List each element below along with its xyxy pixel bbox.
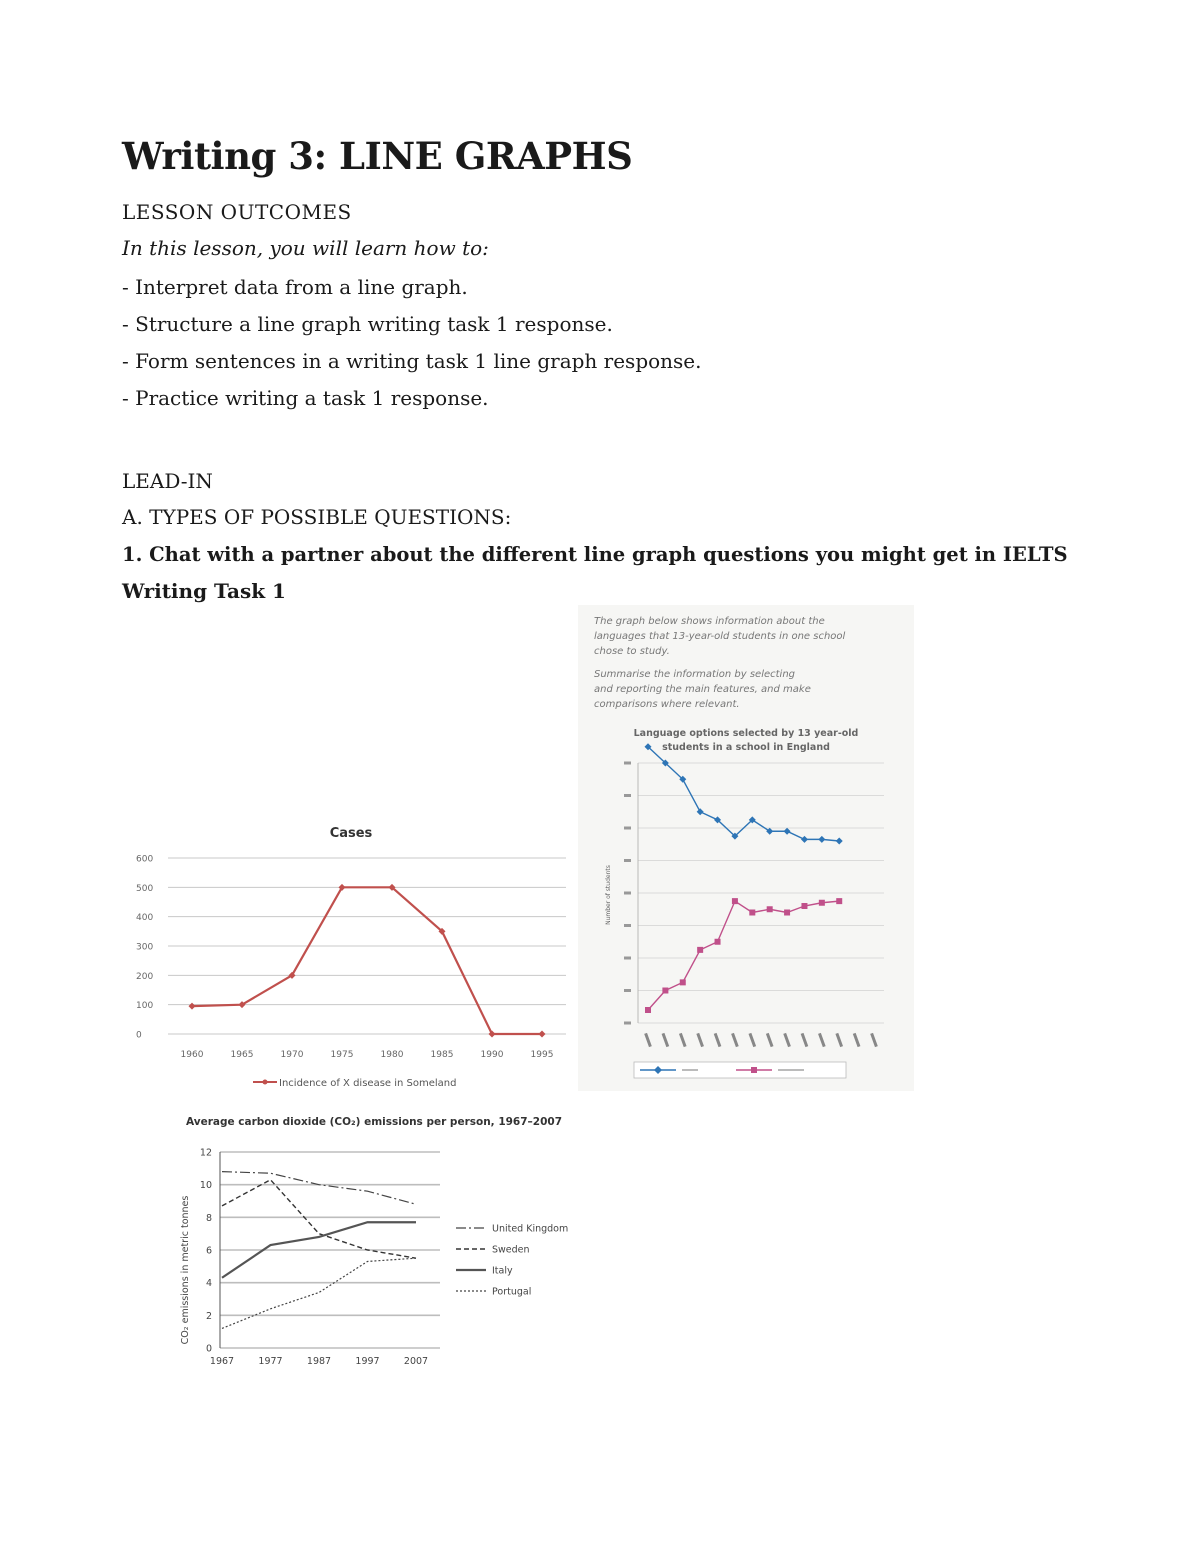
y-tick-label: 500 [136, 883, 154, 894]
chart-legend [253, 1078, 456, 1089]
y-tick-label-blurred [624, 859, 631, 862]
data-point [645, 1007, 651, 1013]
prompt-line: comparisons where relevant. [594, 699, 740, 710]
task-instruction-cont: Writing Task 1 [122, 579, 286, 603]
x-tick-label: 1970 [280, 1050, 304, 1060]
lead-in-heading: LEAD-IN [122, 469, 213, 493]
prompt-line: Summarise the information by selecting [594, 669, 796, 680]
x-tick-label: 1985 [430, 1050, 454, 1060]
co2-chart [172, 1108, 592, 1370]
language-chart [578, 605, 914, 1091]
co2-chart-panel [172, 1108, 592, 1370]
lesson-outcomes-heading: LESSON OUTCOMES [122, 200, 352, 224]
cases-chart-panel [122, 822, 570, 1092]
prompt-line: chose to study. [594, 646, 670, 657]
legend-label: Italy [492, 1265, 513, 1277]
y-tick-label: 200 [136, 971, 154, 982]
y-tick-label: 600 [136, 854, 154, 865]
prompt-line: The graph below shows information about the [594, 616, 825, 627]
x-tick-label: 1995 [530, 1050, 554, 1060]
data-point [732, 898, 738, 904]
x-tick-label: 1965 [230, 1050, 254, 1060]
y-tick-label-blurred [624, 1022, 631, 1025]
prompt-line: languages that 13-year-old students in one school [594, 631, 846, 642]
x-tick-label: 1967 [209, 1356, 235, 1367]
y-tick-label-blurred [624, 827, 631, 830]
chart-title: Cases [329, 826, 373, 841]
x-tick-label: 1987 [306, 1356, 332, 1367]
y-tick-label-blurred [624, 924, 631, 927]
y-tick-label: 4 [205, 1278, 212, 1290]
legend-label: Sweden [492, 1244, 530, 1256]
x-tick-label: 1975 [330, 1050, 354, 1060]
cases-chart [122, 822, 570, 1092]
y-tick-label-blurred [624, 957, 631, 960]
data-point [715, 939, 721, 945]
y-tick-label-blurred [624, 762, 631, 765]
x-tick-label: 1980 [380, 1050, 404, 1060]
y-tick-label: 0 [205, 1343, 212, 1355]
y-tick-label: 400 [136, 913, 154, 924]
outcome-item: - Form sentences in a writing task 1 line graph response. [122, 349, 702, 373]
y-tick-label: 10 [199, 1180, 212, 1192]
data-point [836, 898, 842, 904]
x-tick-label: 1990 [480, 1050, 504, 1060]
y-axis-label: CO₂ emissions in metric tonnes [180, 1195, 191, 1345]
y-tick-label: 6 [205, 1245, 212, 1257]
y-tick-label-blurred [624, 794, 631, 797]
chart-title-line-2: students in a school in England [662, 742, 830, 753]
chart-background [172, 1108, 592, 1370]
legend-label: Portugal [492, 1286, 532, 1298]
x-tick-label: 1997 [355, 1356, 380, 1367]
page-title: Writing 3: LINE GRAPHS [122, 134, 633, 178]
data-point [662, 988, 668, 994]
y-tick-label: 12 [199, 1147, 212, 1159]
data-point [767, 906, 773, 912]
data-point [749, 910, 755, 916]
x-tick-label: 2007 [403, 1356, 429, 1367]
outcome-item: - Interpret data from a line graph. [122, 275, 468, 299]
y-tick-label: 8 [205, 1212, 212, 1224]
data-point [801, 903, 807, 909]
data-point [819, 900, 825, 906]
y-tick-label-blurred [624, 989, 631, 992]
section-a-heading: A. TYPES OF POSSIBLE QUESTIONS: [122, 505, 512, 529]
chart-legend [634, 1062, 846, 1078]
language-chart-panel [578, 605, 914, 1091]
task-instruction: 1. Chat with a partner about the different line graph questions you might get in IELTS [122, 543, 1068, 566]
lesson-intro: In this lesson, you will learn how to: [122, 236, 489, 260]
y-tick-label: 300 [136, 942, 154, 953]
outcome-item: - Practice writing a task 1 response. [122, 386, 489, 410]
legend-marker [263, 1080, 268, 1085]
legend-label: United Kingdom [492, 1223, 569, 1235]
legend-label: Incidence of X disease in Someland [279, 1078, 457, 1089]
chart-title: Average carbon dioxide (CO₂) emissions per person, 1967–2007 [186, 1116, 563, 1128]
y-axis-label: Number of students [605, 865, 612, 925]
data-point [784, 910, 790, 916]
y-tick-label: 2 [205, 1310, 212, 1322]
chart-title: Language options selected by 13 year-old [633, 728, 859, 739]
data-point [680, 979, 686, 985]
y-tick-label: 100 [136, 1001, 154, 1012]
x-tick-label: 1977 [258, 1356, 283, 1367]
y-tick-label-blurred [624, 892, 631, 895]
outcome-item: - Structure a line graph writing task 1 response. [122, 312, 613, 336]
data-point [697, 947, 703, 953]
y-tick-label: 0 [136, 1030, 142, 1041]
legend-marker [751, 1067, 757, 1073]
prompt-line: and reporting the main features, and make [594, 684, 811, 695]
x-tick-label: 1960 [180, 1050, 204, 1060]
